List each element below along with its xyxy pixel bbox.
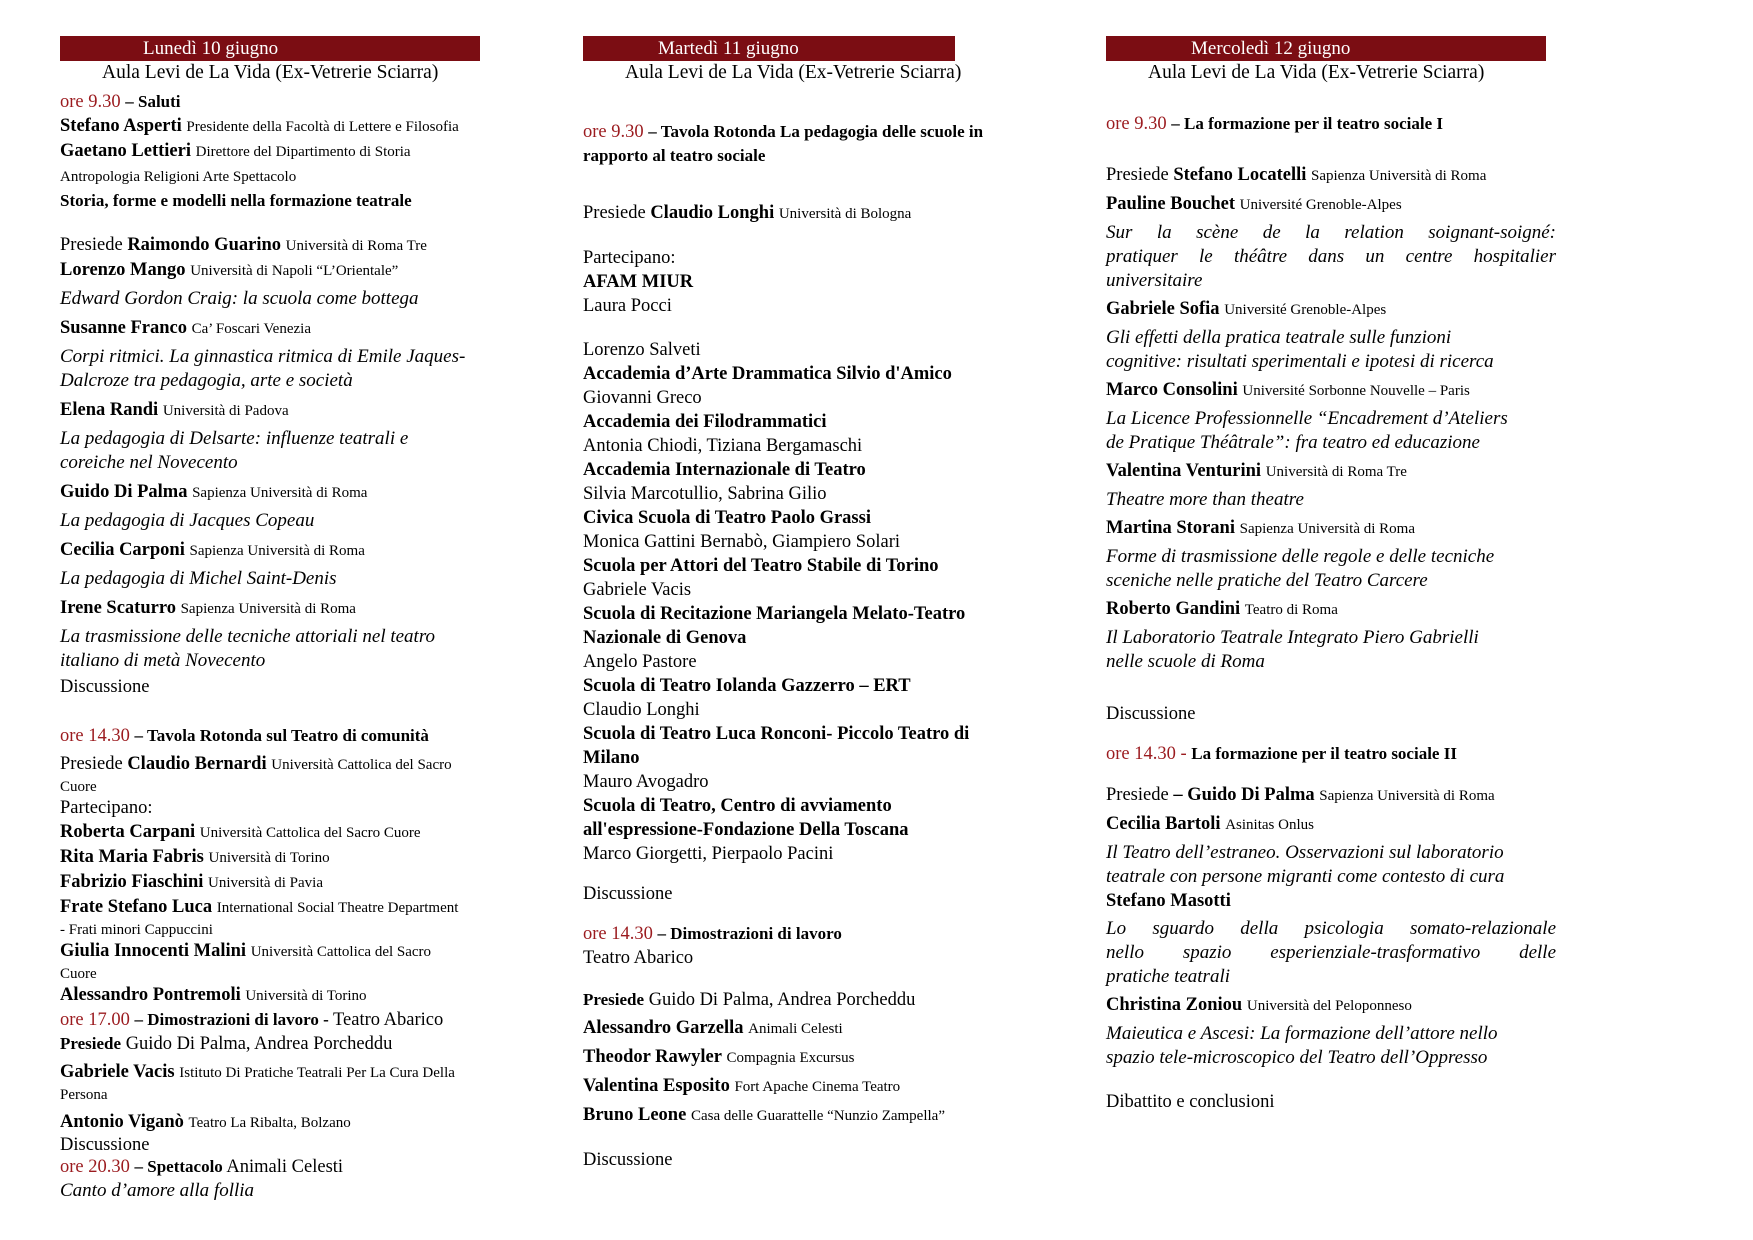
- participant: Fabrizio Fiaschini Università di Pavia: [60, 872, 323, 892]
- participant: Lorenzo Salveti: [583, 340, 701, 360]
- institution: Scuola di Teatro Iolanda Gazzerro – ERT: [583, 676, 911, 696]
- participant: Marco Giorgetti, Pierpaolo Pacini: [583, 844, 834, 864]
- talk-title: pratiquer le théâtre dans un centre hospitalier: [1106, 246, 1556, 267]
- speaker: Lorenzo Mango Università di Napoli “L’Orientale”: [60, 260, 399, 280]
- participant: Laura Pocci: [583, 296, 672, 316]
- participant: Rita Maria Fabris Università di Torino: [60, 847, 330, 867]
- participant: Giulia Innocenti Malini Università Cattolica del Sacro: [60, 941, 432, 961]
- participant: Alessandro Pontremoli Università di Torino: [60, 985, 367, 1005]
- talk-title: Gli effetti della pratica teatrale sulle funzioni: [1106, 327, 1452, 348]
- talk-title: La pedagogia di Michel Saint-Denis: [60, 568, 337, 589]
- talk-title: Il Laboratorio Teatrale Integrato Piero Gabrielli: [1106, 627, 1479, 648]
- institution: Scuola di Teatro, Centro di avviamento: [583, 796, 892, 816]
- discussion: Discussione: [583, 1150, 673, 1170]
- chair: Presiede Claudio Longhi Università di Bologna: [583, 203, 912, 223]
- program: [60, 90, 512, 1203]
- speaker: Cecilia Carponi Sapienza Università di Roma: [60, 540, 365, 560]
- chair: Presiede Guido Di Palma, Andrea Porcheddu: [60, 1034, 393, 1054]
- participant: Antonia Chiodi, Tiziana Bergamaschi: [583, 436, 863, 456]
- day-header: Lunedì 10 giugno: [60, 36, 480, 61]
- talk-title: coreiche nel Novecento: [60, 452, 238, 473]
- participant: Frate Stefano Luca International Social Theatre Department: [60, 897, 459, 917]
- speaker: Pauline Bouchet Université Grenoble-Alpes: [1106, 194, 1402, 214]
- session-heading: ore 9.30 – Tavola Rotonda La pedagogia delle scuole in: [583, 122, 984, 142]
- talk-title: La trasmissione delle tecniche attoriali nel teatro: [60, 626, 436, 647]
- chair: Presiede Stefano Locatelli Sapienza Università di Roma: [1106, 165, 1487, 185]
- speaker: Stefano Masotti: [1106, 891, 1231, 911]
- speaker: Gabriele Sofia Université Grenoble-Alpes: [1106, 299, 1387, 319]
- talk-title: universitaire: [1106, 270, 1203, 291]
- speaker: Stefano Asperti Presidente della Facoltà di Lettere e Filosofia: [60, 116, 459, 136]
- venue: Aula Levi de La Vida (Ex-Vetrerie Sciarra): [625, 62, 962, 83]
- participant: Claudio Longhi: [583, 700, 700, 720]
- participant: Mauro Avogadro: [583, 772, 709, 792]
- speaker: Cecilia Bartoli Asinitas Onlus: [1106, 814, 1314, 834]
- program: [583, 120, 1033, 1172]
- participant-affiliation: Cuore: [60, 966, 97, 982]
- speaker: Roberto Gandini Teatro di Roma: [1106, 599, 1338, 619]
- speaker: Susanne Franco Ca’ Foscari Venezia: [60, 318, 311, 338]
- session-title: Storia, forme e modelli nella formazione teatrale: [60, 191, 412, 210]
- talk-title: La pedagogia di Delsarte: influenze teatrali e: [60, 428, 409, 449]
- institution: Scuola di Recitazione Mariangela Melato-Teatro: [583, 604, 966, 624]
- institution: Accademia Internazionale di Teatro: [583, 460, 866, 480]
- session-heading: ore 20.30 – Spettacolo Animali Celesti: [60, 1157, 344, 1177]
- session-heading: ore 9.30 – La formazione per il teatro sociale I: [1106, 114, 1444, 134]
- talk-title: Sur la scène de la relation soignant-soigné:: [1106, 222, 1556, 243]
- speaker-affiliation: Persona: [60, 1087, 108, 1103]
- session-heading: ore 14.30 – Tavola Rotonda sul Teatro di comunità: [60, 726, 429, 746]
- chair: Presiede Raimondo Guarino Università di Roma Tre: [60, 235, 427, 255]
- chair: Presiede Guido Di Palma, Andrea Porcheddu: [583, 990, 916, 1010]
- participants-label: Partecipano:: [60, 798, 153, 818]
- session-heading: ore 17.00 – Dimostrazioni di lavoro - Teatro Abarico: [60, 1010, 444, 1030]
- talk-title: Lo sguardo della psicologia somato-relazionale: [1106, 918, 1556, 939]
- speaker-affiliation: Antropologia Religioni Arte Spettacolo: [60, 169, 297, 185]
- session-heading-cont: rapporto al teatro sociale: [583, 146, 766, 165]
- talk-title: Corpi ritmici. La ginnastica ritmica di Emile Jaques-: [60, 346, 466, 367]
- participant: Gabriele Vacis: [583, 580, 692, 600]
- discussion: Discussione: [60, 677, 150, 697]
- session-heading: ore 14.30 - La formazione per il teatro sociale II: [1106, 744, 1457, 764]
- speaker: Marco Consolini Université Sorbonne Nouvelle – Paris: [1106, 380, 1470, 400]
- chair: Presiede – Guido Di Palma Sapienza Università di Roma: [1106, 785, 1495, 805]
- participant: Roberta Carpani Università Cattolica del Sacro Cuore: [60, 822, 421, 842]
- participants-label: Partecipano:: [583, 248, 676, 268]
- institution: Scuola per Attori del Teatro Stabile di Torino: [583, 556, 939, 576]
- talk-title: La pedagogia di Jacques Copeau: [60, 510, 315, 531]
- talk-title: teatrale con persone migranti come contesto di cura: [1106, 866, 1505, 887]
- talk-title: italiano di metà Novecento: [60, 650, 266, 671]
- session-heading: ore 9.30 – Saluti: [60, 92, 181, 112]
- speaker: Theodor Rawyler Compagnia Excursus: [583, 1047, 855, 1067]
- institution: Accademia dei Filodrammatici: [583, 412, 827, 432]
- speaker: Alessandro Garzella Animali Celesti: [583, 1018, 843, 1038]
- discussion: Discussione: [583, 884, 673, 904]
- institution: Scuola di Teatro Luca Ronconi- Piccolo Teatro di: [583, 724, 970, 744]
- discussion: Discussione: [1106, 704, 1196, 724]
- discussion: Discussione: [60, 1135, 150, 1155]
- talk-title: de Pratique Théâtrale”: fra teatro ed educazione: [1106, 432, 1480, 453]
- talk-title: sceniche nelle pratiche del Teatro Carcere: [1106, 570, 1428, 591]
- day-header: Martedì 11 giugno: [583, 36, 955, 61]
- program: [1106, 112, 1556, 1114]
- institution: all'espressione-Fondazione Della Toscana: [583, 820, 909, 840]
- speaker: Christina Zoniou Università del Peloponneso: [1106, 995, 1412, 1015]
- participant-affiliation: - Frati minori Cappuccini: [60, 922, 213, 938]
- institution: Civica Scuola di Teatro Paolo Grassi: [583, 508, 871, 528]
- institution: AFAM MIUR: [583, 272, 694, 292]
- closing: Dibattito e conclusioni: [1106, 1092, 1275, 1112]
- show-title: Canto d’amore alla follia: [60, 1180, 255, 1201]
- session-heading: ore 14.30 – Dimostrazioni di lavoro: [583, 924, 842, 944]
- speaker: Gabriele Vacis Istituto Di Pratiche Teatrali Per La Cura Della: [60, 1062, 455, 1082]
- talk-title: pratiche teatrali: [1106, 966, 1231, 987]
- talk-title: La Licence Professionnelle “Encadrement d’Ateliers: [1106, 408, 1508, 429]
- talk-title: nello spazio esperienziale-trasformativo delle: [1106, 942, 1556, 963]
- talk-title: Dalcroze tra pedagogia, arte e società: [60, 370, 353, 391]
- speaker: Gaetano Lettieri Direttore del Dipartimento di Storia: [60, 141, 411, 161]
- speaker: Antonio Viganò Teatro La Ribalta, Bolzano: [60, 1112, 351, 1132]
- talk-title: Forme di trasmissione delle regole e delle tecniche: [1106, 546, 1495, 567]
- talk-title: nelle scuole di Roma: [1106, 651, 1265, 672]
- chair: Presiede Claudio Bernardi Università Cattolica del Sacro: [60, 754, 452, 774]
- day-header: Mercoledì 12 giugno: [1106, 36, 1546, 61]
- participant: Silvia Marcotullio, Sabrina Gilio: [583, 484, 827, 504]
- speaker: Valentina Esposito Fort Apache Cinema Teatro: [583, 1076, 901, 1096]
- talk-title: cognitive: risultati sperimentali e ipotesi di ricerca: [1106, 351, 1494, 372]
- institution: Nazionale di Genova: [583, 628, 747, 648]
- speaker: Irene Scaturro Sapienza Università di Roma: [60, 598, 356, 618]
- speaker: Bruno Leone Casa delle Guarattelle “Nunzio Zampella”: [583, 1105, 945, 1125]
- speaker: Valentina Venturini Università di Roma Tre: [1106, 461, 1407, 481]
- talk-title: Il Teatro dell’estraneo. Osservazioni sul laboratorio: [1106, 842, 1504, 863]
- talk-title: spazio tele-microscopico del Teatro dell’Oppresso: [1106, 1047, 1488, 1068]
- talk-title: Theatre more than theatre: [1106, 489, 1304, 510]
- speaker: Martina Storani Sapienza Università di Roma: [1106, 518, 1415, 538]
- speaker: Guido Di Palma Sapienza Università di Roma: [60, 482, 368, 502]
- participant: Angelo Pastore: [583, 652, 697, 672]
- participant: Monica Gattini Bernabò, Giampiero Solari: [583, 532, 900, 552]
- institution: Milano: [583, 748, 640, 768]
- talk-title: Maieutica e Ascesi: La formazione dell’attore nello: [1106, 1023, 1498, 1044]
- chair-affiliation: Cuore: [60, 779, 97, 795]
- participant: Giovanni Greco: [583, 388, 702, 408]
- speaker: Elena Randi Università di Padova: [60, 400, 289, 420]
- venue: Aula Levi de La Vida (Ex-Vetrerie Sciarra): [102, 62, 439, 83]
- talk-title: Edward Gordon Craig: la scuola come bottega: [60, 288, 419, 309]
- session-place: Teatro Abarico: [583, 948, 694, 968]
- institution: Accademia d’Arte Drammatica Silvio d'Amico: [583, 364, 952, 384]
- venue: Aula Levi de La Vida (Ex-Vetrerie Sciarra): [1148, 62, 1485, 83]
